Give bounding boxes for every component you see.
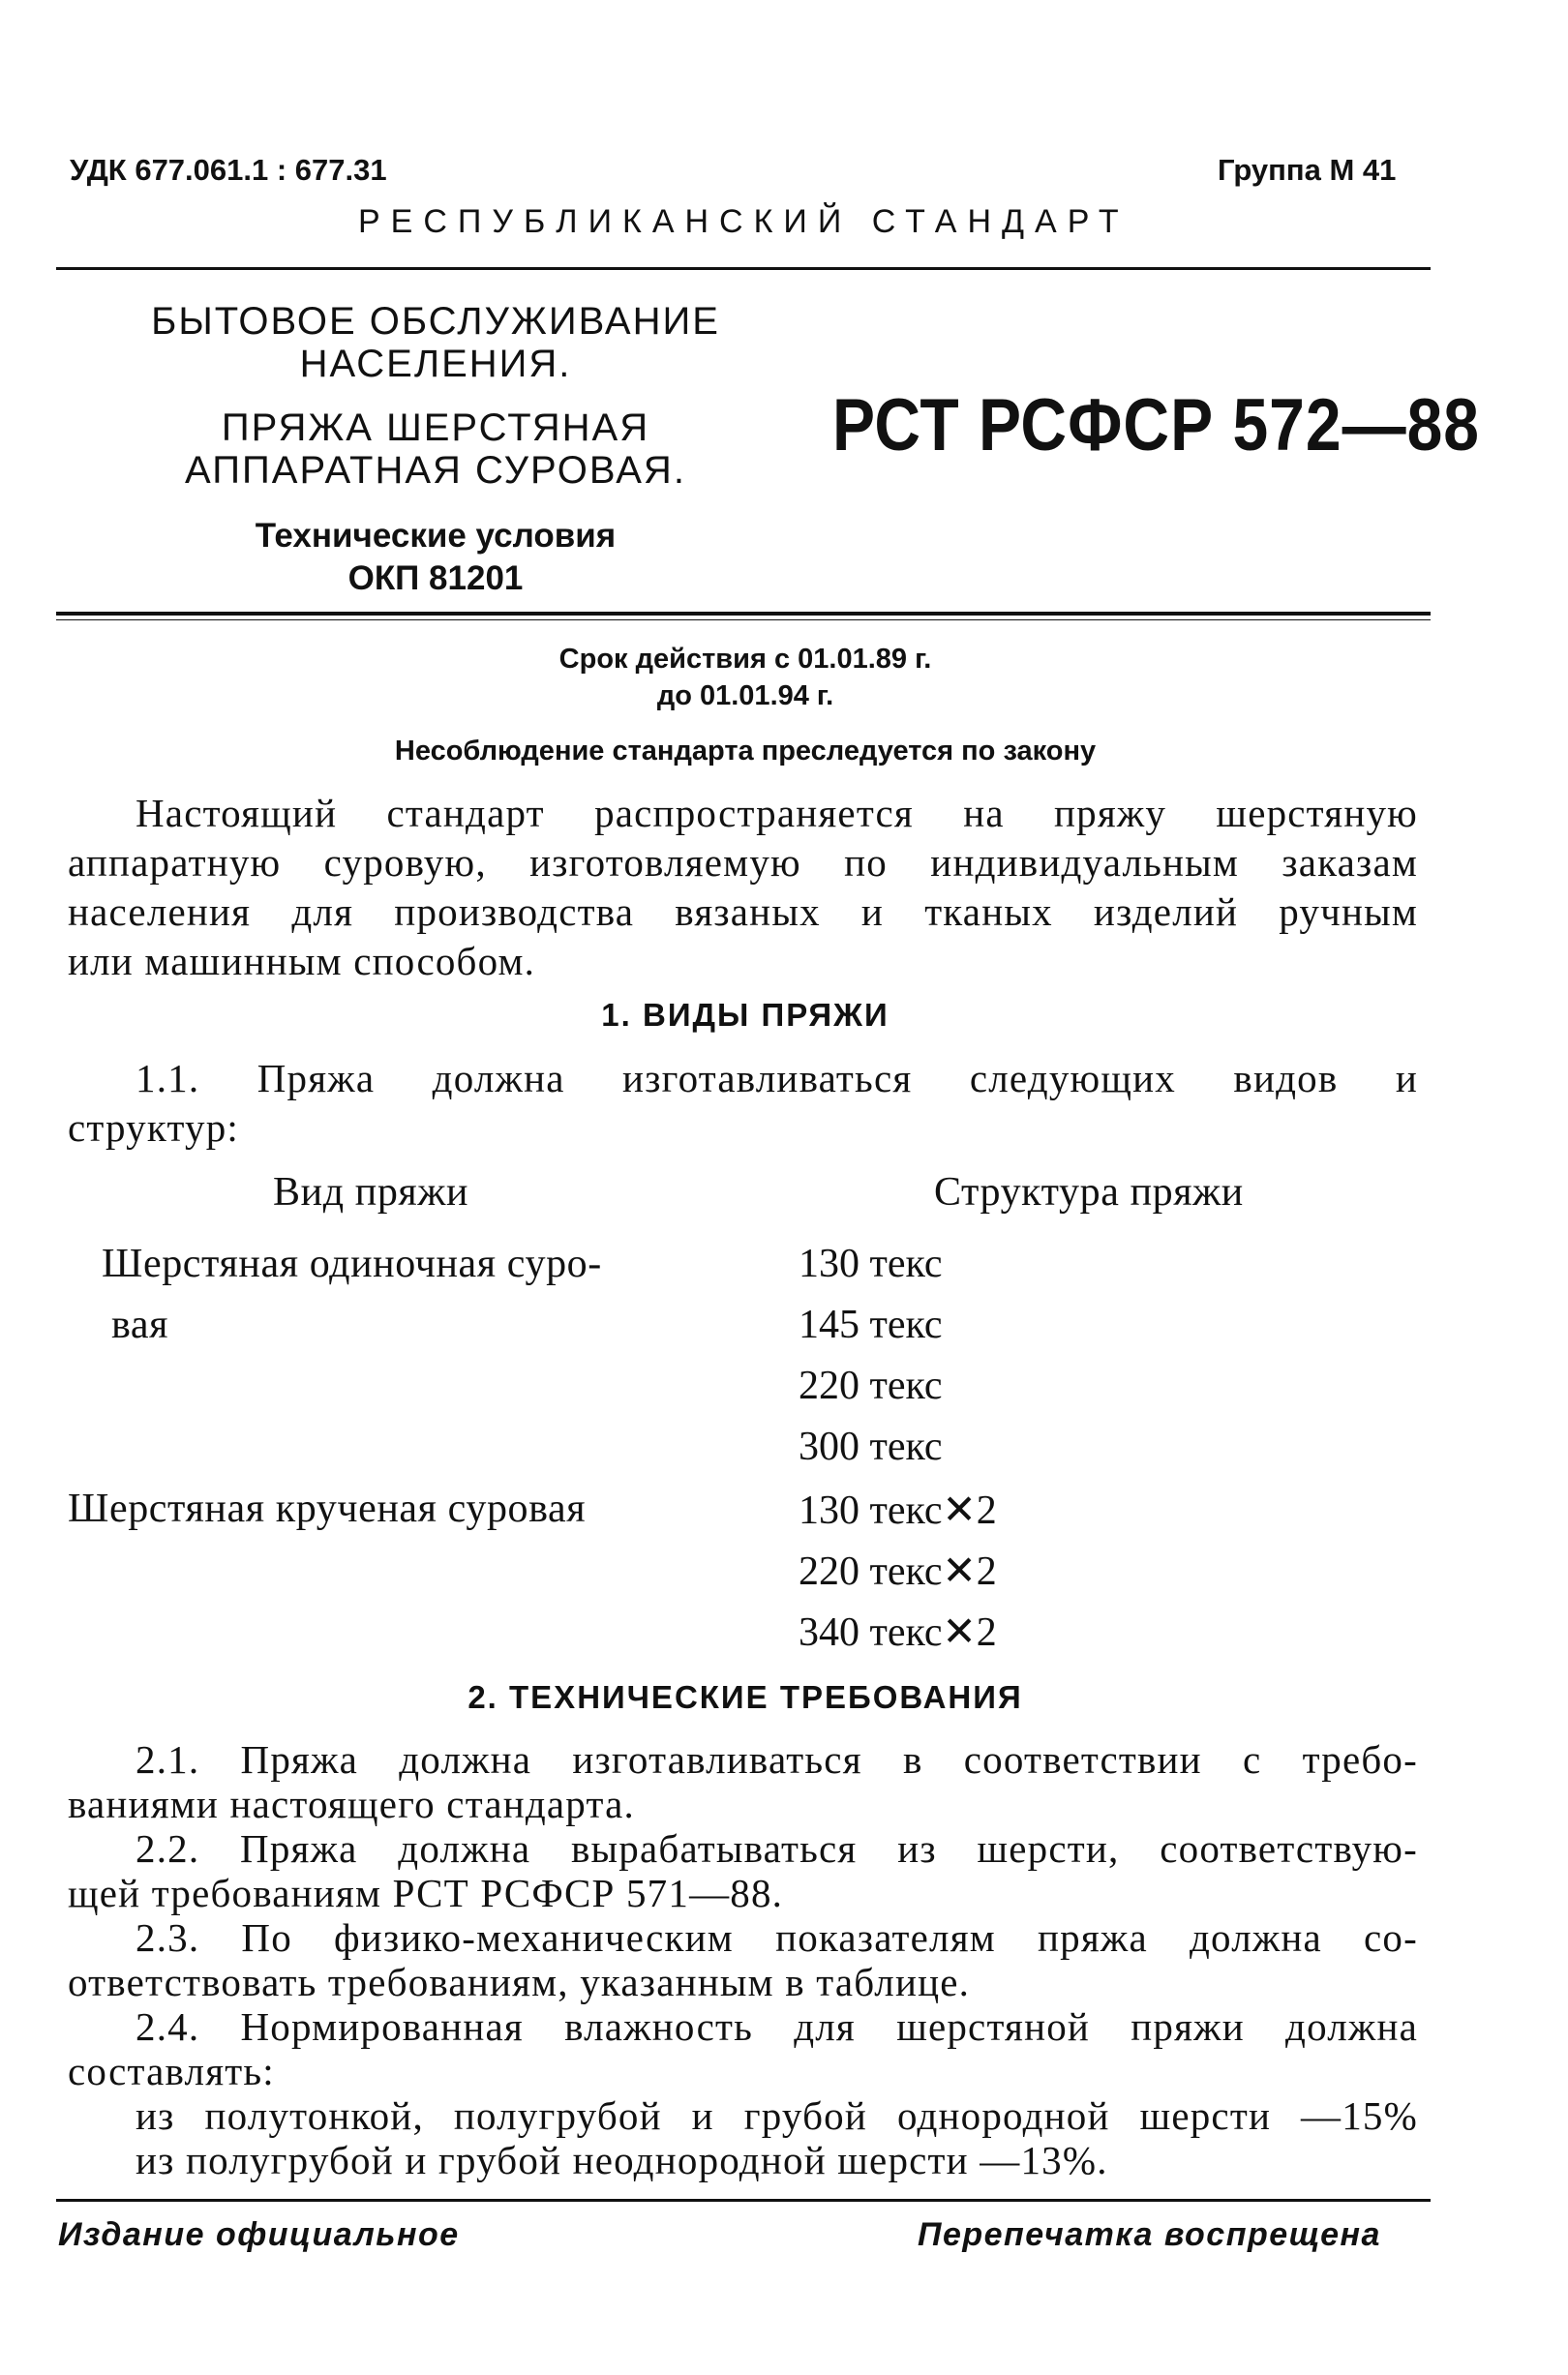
title-rule-thin [56, 619, 1431, 620]
section-2-line: из полугрубой и грубой неоднородной шерсти —13%. [136, 2138, 1108, 2182]
title-rule-thick [56, 612, 1431, 616]
validity-from: Срок действия с 01.01.89 г. [558, 644, 932, 675]
title-line-3: ПРЯЖА ШЕРСТЯНАЯ [221, 406, 650, 449]
section-2-line: составлять: [68, 2049, 275, 2093]
top-rule [56, 267, 1431, 270]
title-line-1: БЫТОВОЕ ОБСЛУЖИВАНИЕ [151, 300, 720, 343]
yarn-structure-item: 130 текс [799, 1242, 943, 1286]
section-2-line: из полутонкой, полугрубой и грубой однородной шерсти —15% [136, 2093, 1418, 2138]
intro-line: аппаратную суровую, изготовляемую по индивидуальным заказам [68, 840, 1418, 885]
validity-to: до 01.01.94 г. [656, 680, 834, 711]
yarn-structure-item: 340 текс✕2 [799, 1610, 997, 1655]
validity-period [0, 641, 1491, 714]
section-1-para-line: 1.1. Пряжа должна изготавливаться следующих видов и [136, 1056, 1418, 1100]
reprint-prohibited-label: Перепечатка воспрещена [918, 2216, 1381, 2253]
section-2-heading: 2. ТЕХНИЧЕСКИЕ ТРЕБОВАНИЯ [467, 1679, 1023, 1715]
footer-rule [56, 2199, 1431, 2202]
section-2-line: 2.3. По физико-механическим показателям пряжа должна со- [136, 1915, 1418, 1960]
yarn-structure-item: 300 текс [799, 1425, 943, 1469]
section-1-para-line: структур: [68, 1105, 240, 1150]
title-line-2: НАСЕЛЕНИЯ. [299, 343, 572, 385]
title-subtitle: Технические условия [255, 517, 617, 555]
yarn-structure-item: 220 текс [799, 1364, 943, 1408]
edition-official-label: Издание официальное [58, 2216, 460, 2253]
intro-line: Настоящий стандарт распространяется на пряжу шерстяную [136, 791, 1418, 835]
yarn-structure-header: Структура пряжи [934, 1170, 1244, 1215]
section-2-line: щей требованиям РСТ РСФСР 571—88. [68, 1871, 784, 1915]
standard-designation: РСТ РСФСР 572—88 [832, 383, 1480, 466]
section-2-line: 2.4. Нормированная влажность для шерстяной пряжи должна [136, 2004, 1418, 2049]
section-2-line: ваниями настоящего стандарта. [68, 1782, 635, 1826]
yarn-kind-single-cont: вая [111, 1303, 169, 1347]
okp-code: ОКП 81201 [347, 559, 524, 597]
section-2-line: ответствовать требованиям, указанным в таблице. [68, 1960, 971, 2004]
group-code: Группа М 41 [1218, 153, 1397, 187]
yarn-kind-single: Шерстяная одиночная суро- [102, 1242, 602, 1286]
yarn-kind-header: Вид пряжи [273, 1170, 469, 1215]
udk-code: УДК 677.061.1 : 677.31 [70, 153, 387, 187]
section-2-line: 2.2. Пряжа должна вырабатываться из шерсти, соответствую- [136, 1826, 1418, 1871]
section-2-line: 2.1. Пряжа должна изготавливаться в соответствии с требо- [136, 1737, 1418, 1782]
title-line-4: АППАРАТНАЯ СУРОВАЯ. [185, 449, 686, 492]
yarn-kind-twisted: Шерстяная крученая суровая [68, 1487, 587, 1531]
intro-line: населения для производства вязаных и тканых изделий ручным [68, 889, 1418, 934]
intro-line: или машинным способом. [68, 939, 536, 983]
yarn-structure-item: 130 текс✕2 [799, 1488, 997, 1533]
section-1-heading: 1. ВИДЫ ПРЯЖИ [601, 997, 890, 1033]
yarn-structure-item: 145 текс [799, 1303, 943, 1347]
yarn-structure-item: 220 текс✕2 [799, 1549, 997, 1594]
title-block [58, 300, 813, 600]
republic-standard-label: РЕСПУБЛИКАНСКИЙ СТАНДАРТ [358, 203, 1130, 240]
legal-notice: Несоблюдение стандарта преследуется по закону [394, 736, 1097, 767]
